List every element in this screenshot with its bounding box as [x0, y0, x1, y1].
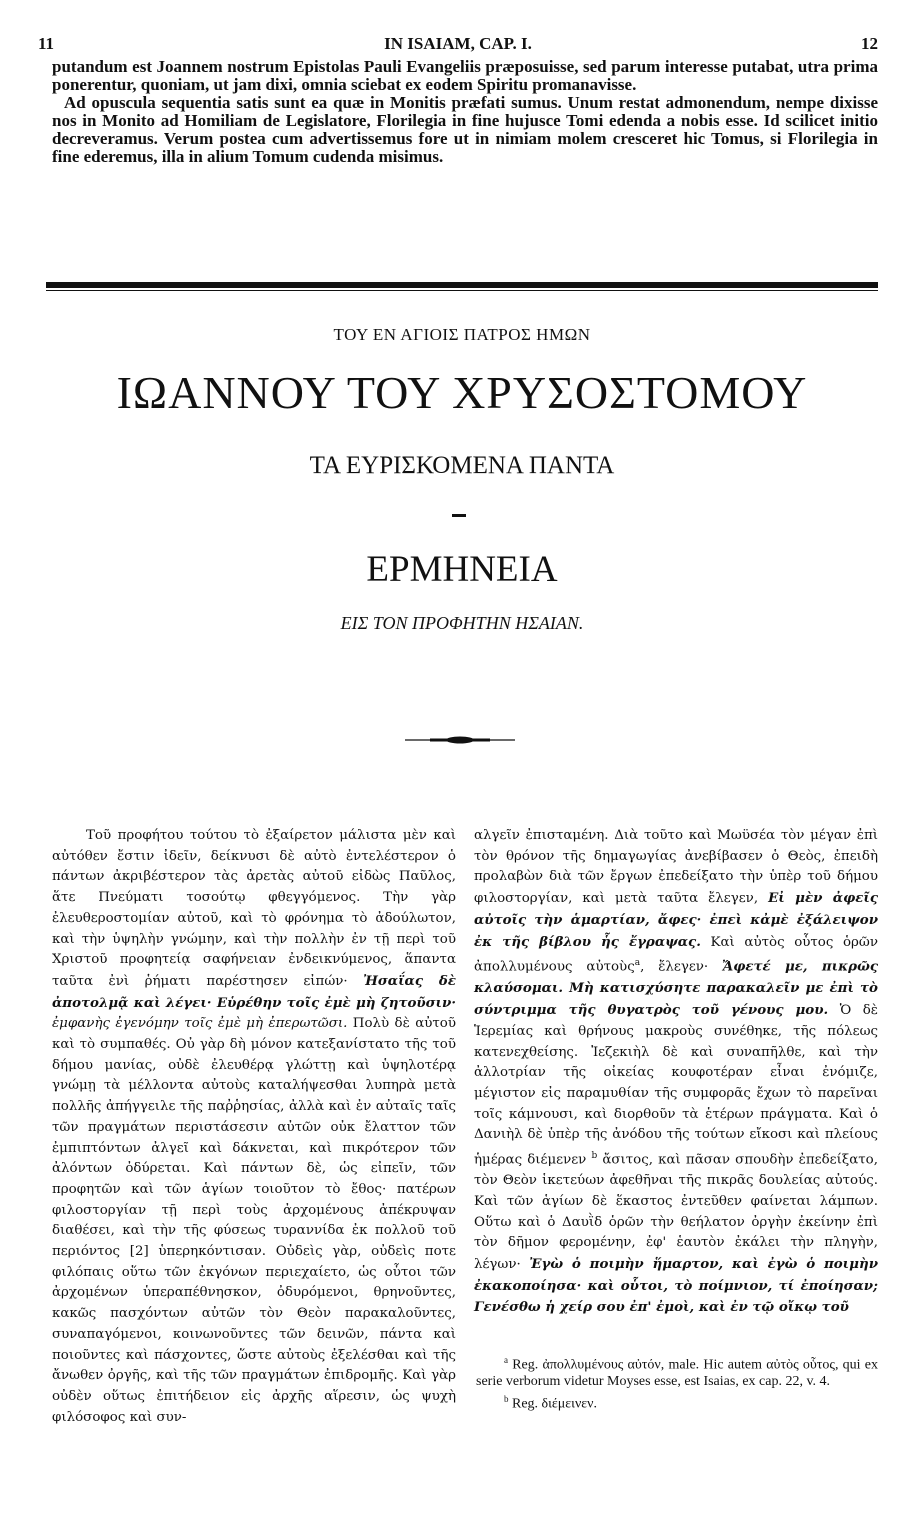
footnote-text: Reg. διέμεινεν. — [512, 1396, 597, 1412]
footnotes — [476, 1352, 878, 1413]
footnote-mark: b — [504, 1393, 509, 1404]
scripture-quote: Ἠσαΐας δὲ ἀποτολμᾷ καὶ λέγει· Εὑρέθην τοῖς ἐμὲ μὴ ζητοῦσιν· — [52, 972, 456, 1011]
footnote-text: Reg. ἀπολλυμένους αὐτόν, male. Hic autem αὐτὸς οὗτος, qui ex serie verborum videtur Moyses esse, est Isaias, ex cap. 22, v. 4. — [476, 1357, 878, 1390]
preface-paragraph-1: putandum est Joannem nostrum Epistolas Pauli Evangeliis præposuisse, sed parum interesse putabat, utra prima ponerentur, quoniam, ut jam dixi, omnia sciebat ex eodem Spiritu promanavisse. — [52, 57, 878, 94]
running-head — [36, 34, 880, 56]
page-number-right: 12 — [861, 34, 878, 53]
author-title: ΙΩΑΝΝΟΥ ΤΟΥ ΧΡΥΣΟΣΤΟΜΟΥ — [116, 367, 808, 418]
body-text: Πολὺ δὲ αὐτοῦ καὶ τὸ συμπαθές. Οὐ γὰρ δὴ μόνον κατεξανίστατο τῆς τοῦ δήμου μανίας, οὐδὲ ἐλευθέρᾳ γλώττῃ καὶ ὑψηλοτέρᾳ γνώμῃ τὰ μέλλοντα αὐτοὺς καταλήψεσθαι λυπηρὰ μετὰ πολλῆς ἀπήγγειλε τῆς παῤῥησίας, ἀλλὰ καὶ ἐν αὐταῖς ταῖς τῶν πραγμάτων περιστάσεσιν αὐτῶν οὐκ ἔλαττον τῶν ἐμπιπτόντων ἀλγεῖ καὶ δάκνεται, καὶ πικρότερον τῶν ἀλόντων ὀδύρεται. Καὶ πάντων δὲ, ὡς εἰπεῖν, τῶν προφητῶν καὶ τῶν ἁγίων τοιοῦτον τὸ ἔθος· πατέρων φιλοστοργίαν τῇ περὶ τοὺς ἀρχομένους ἀπέκρυψαν διαθέσει, καὶ τὴν τῆς φύσεως τυραννίδα ἐκ πολλοῦ τοῦ περιόντος — [52, 1016, 456, 1260]
scripture-quote-italic: ἐμφανὴς ἐγενόμην τοῖς ἐμὲ μὴ ἐπερωτῶσι. — [52, 1016, 348, 1032]
page-marker: [2] — [129, 1244, 149, 1260]
column-paragraph — [52, 826, 456, 1428]
footnote-ref-b: b — [591, 1151, 598, 1162]
greek-column-right — [474, 826, 878, 1316]
thin-rule — [46, 290, 878, 291]
body-text: ὑπερηκόντισαν. Οὐδεὶς γὰρ, οὐδεὶς ποτε φιλόπαις οὕτω τῶν ἐκγόνων περιεχαίετο, ὡς οὗτοι τῶν ἀρχομένων ὑπεραπέθνησκον, ὀδυρόμενοι, θρηνοῦντες, κακῶς πασχόντων αὐτῶν τὸν Θεὸν παρακαλοῦντες, συναπαγόμενοι, κοινωνοῦντες τῶν δεινῶν, πάντα καὶ ποιοῦντες καὶ πάσχοντες, ὥστε αὐτοὺς ἐξελέσθαι καὶ τῆς ἄνωθεν ὀργῆς, καὶ τῆς τῶν πραγμάτων ἐπιδρομῆς. Καὶ γὰρ οὐδὲν οὕτως ἐπιτήδειον εἰς ἀρχῆς αἵρεσιν, ὡς ψυχὴ φιλόσοφος καὶ συν- — [52, 1244, 456, 1425]
body-text: , ἔλεγεν· — [640, 959, 709, 975]
title-dash — [452, 514, 466, 517]
body-text: αλγεῖν ἐπισταμένη. Διὰ τοῦτο καὶ Μωϋσέα τὸν μέγαν ἐπὶ τὸν θρόνον τῆς δημαγωγίας ἀνεβίβασεν ὁ Θεὸς, ἐπειδὴ προλαβὼν διὰ τῶν ἔργων ἐπεδείξατο τὴν ὑπὲρ τοῦ δήμου φιλοστοργίαν, καὶ μετὰ ταῦτα ἔλεγεν, — [474, 828, 878, 907]
body-text: ἄσιτος, καὶ πᾶσαν σπουδὴν ἐπεδείξατο, τὸν Θεὸν ἱκετεύων ἀφεθῆναι τῆς πικρᾶς δουλείας αὐτούς. Καὶ τῶν ἁγίων δὲ ἕκαστος ἐντεῦθεν φαίνεται λάμπων. Οὕτω καὶ ὁ Δαυῒδ ὁρῶν τὴν θεήλατον ὀργὴν ἐκείνην ἐπὶ τὸν δῆμον φερομένην, ἐφ' ἑαυτὸν ἐκάλει τὴν πληγὴν, λέγων· — [474, 1152, 878, 1272]
preface-paragraph-2: Ad opuscula sequentia satis sunt ea quæ in Monitis præfati sumus. Unum restat admonendum, nempe dixisse nos in Monito ad Homiliam de Legislatore, Florilegia in fine hujusce Tomi edenda a nobis esse. Id scilicet initio decreveramus. Verum postea cum advertissemus fore ut in nimiam molem cresceret hic Tomus, si Florilegia in fine ederemus, illa in alium Tomum cudenda misimus. — [52, 93, 878, 166]
page-number-left: 11 — [38, 34, 55, 53]
footnote-a — [476, 1352, 878, 1391]
title-line-1: ΤΟΥ ΕΝ ΑΓΙΟΙΣ ΠΑΤΡΟΣ ΗΜΩΝ — [333, 325, 591, 344]
scripture-quote: Εἰ μὲν ἀφεῖς αὐτοῖς τὴν ἁμαρτίαν, ἄφες· ἐπεὶ κἀμὲ ἐξάλειψον ἐκ τῆς βίβλου ἧς ἔγραψας. — [474, 890, 878, 950]
ornament-divider — [405, 735, 515, 745]
thick-rule — [46, 282, 878, 288]
body-text: Τοῦ προφήτου τούτου τὸ ἐξαίρετον μάλιστα μὲν καὶ αὐτόθεν ἔστιν ἰδεῖν, δείκνυσι δὲ αὐτὸ ἐντελέστερον ὁ πάντων ἀκριβέστερον τὰς ἀρετὰς αὐτοῦ εἰδὼς Παῦλος, ἅτε Πνεύματι τοσούτῳ φθεγγόμενος. Τὴν γὰρ ἐλευθεροστομίαν αὐτοῦ, καὶ τὸ φρόνημα τὸ ἀδούλωτον, καὶ τὴν ὑψηλὴν γνώμην, καὶ τὴν πολλὴν ἐν τῇ περὶ τοῦ Χριστοῦ προφητείᾳ σαφήνειαν ἐνδεικνύμενος, ἅπαντα ταῦτα ἐνὶ ῥήματι παρέστησεν εἰπών· — [52, 828, 456, 989]
latin-preface — [52, 58, 878, 166]
body-text: Καὶ αὐτὸς οὗτος ὁρῶν ἀπολλυμένους αὐτοὺς — [474, 934, 878, 975]
scripture-quote: Ἐγὼ ὁ ποιμὴν ἥμαρτον, καὶ ἐγὼ ὁ ποιμὴν ἐκακοποίησα· καὶ οὗτοι, τὸ ποίμνιον, τί ἐποίησαν; Γενέσθω ἡ χείρ σου ἐπ' ἐμοὶ, καὶ ἐν τῷ οἴκῳ τοῦ — [474, 1256, 878, 1316]
footnote-mark: a — [504, 1355, 508, 1365]
title-line-3: ΤΑ ΕΥΡΙΣΚΟΜΕΝΑ ΠΑΝΤΑ — [309, 452, 615, 479]
work-title: ΕΡΜΗΝΕΙΑ — [366, 549, 558, 590]
footnote-b — [476, 1391, 878, 1413]
work-subtitle: ΕΙΣ ΤΟΝ ΠΡΟΦΗΤΗΝ ΗΣΑΙΑΝ. — [340, 613, 584, 633]
greek-column-left — [52, 826, 456, 1466]
footnote-ref-a: a — [634, 958, 641, 969]
running-title: IN ISAIAM, CAP. I. — [384, 34, 532, 53]
column-paragraph — [474, 826, 878, 1319]
body-text: Ὁ δὲ Ἱερεμίας καὶ θρήνους μακροὺς συνέθηκε, τῆς πόλεως κατενεχθείσης. Ἰεζεκιὴλ δὲ καὶ συναπῆλθε, καὶ τὴν ἀλλοτρίαν τῆς οἰκείας κουφοτέραν εἶναι ἐνόμιζε, μέγιστον εἰς παραμυθίαν τῆς συμφορᾶς ἔχων τὸ παρεῖναι τοῖς κάμνουσι, καὶ διορθοῦν τὰ ἑτέρων πράγματα. Καὶ ὁ Δανιὴλ δὲ ὑπὲρ τῆς ἀνόδου τῆς τούτων εἴκοσι καὶ πλείους ἡμέρας διέμενεν — [474, 1003, 878, 1168]
scripture-quote: Ἄφετέ με, πικρῶς κλαύσομαι. Μὴ κατισχύσητε παρακαλεῖν με ἐπὶ τὸ σύντριμμα τῆς θυγατρὸς τοῦ γένους μου. — [474, 958, 878, 1019]
